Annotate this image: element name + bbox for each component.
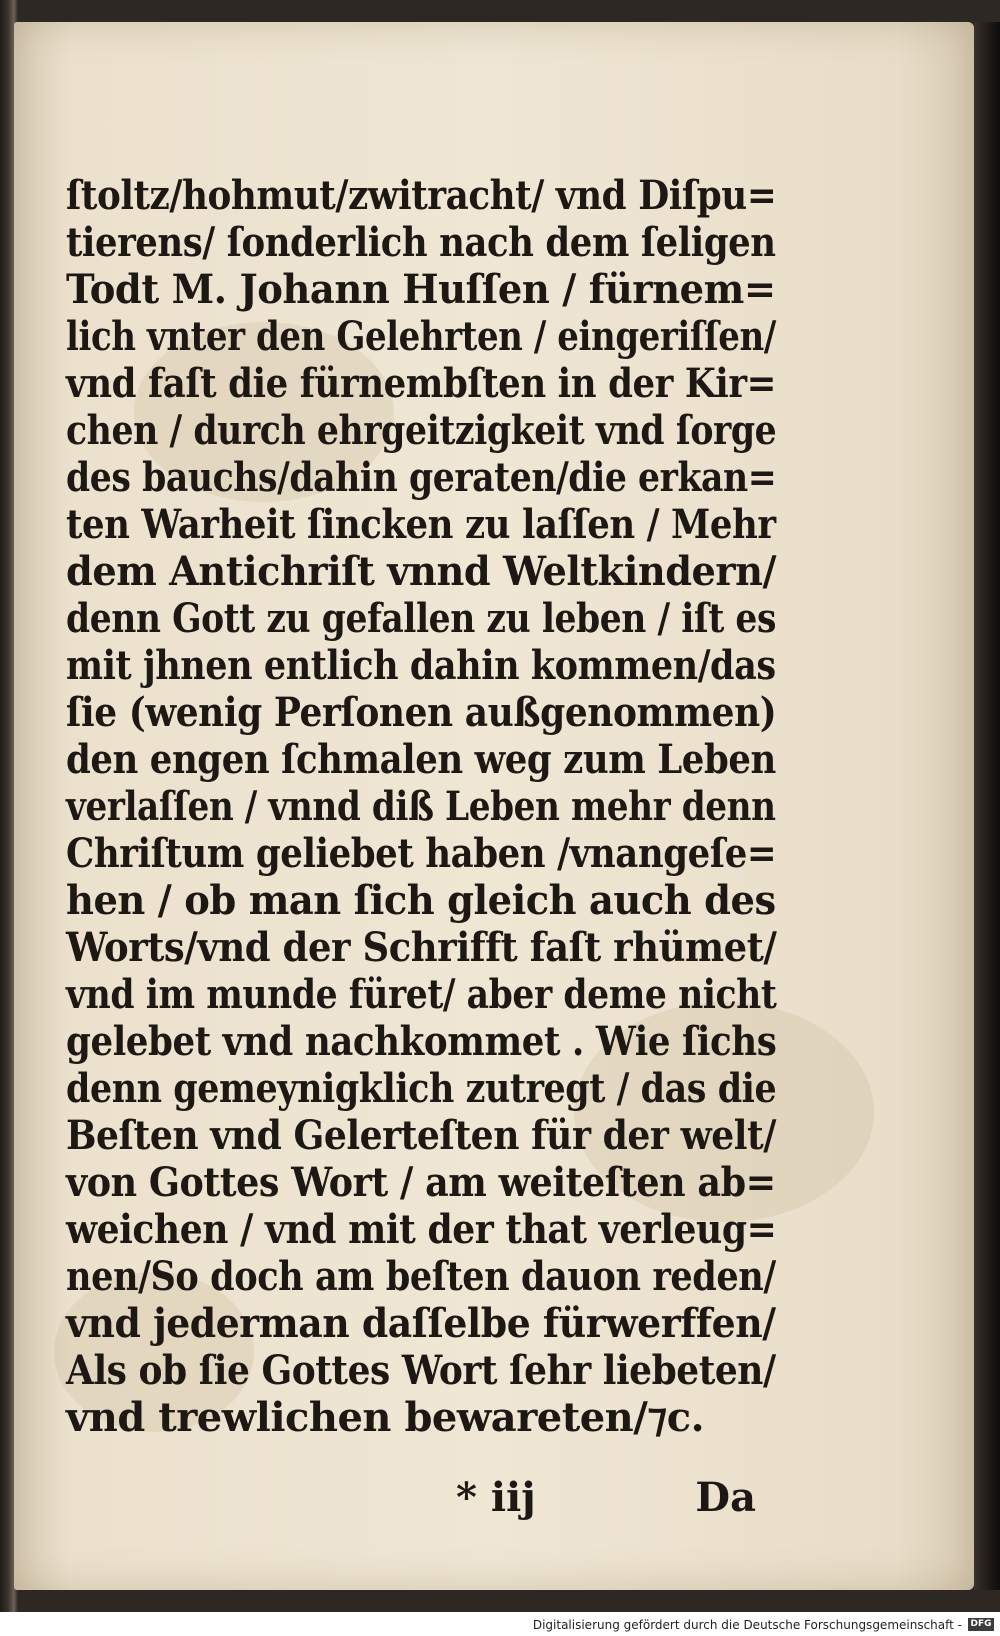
catchword: Da [695, 1474, 756, 1521]
text-line: verlaſſen / vnnd diß Leben mehr denn [66, 783, 776, 830]
text-line: Worts/vnd der Schrifft faſt rhümet/ [66, 924, 777, 971]
funding-notice: Digitalisierung gefördert durch die Deutsche Forschungsgemeinschaft - [532, 1618, 962, 1632]
text-line: ten Warheit ſincken zu laſſen / Mehr [66, 501, 776, 548]
text-line: vnd im munde füret/ aber deme nicht [66, 971, 777, 1018]
text-line: lich vnter den Gelehrten / eingeriſſen/ [66, 313, 776, 360]
text-line: Beſten vnd Gelerteſten für der welt/ [66, 1112, 776, 1159]
text-line: nen/So doch am beſten dauon reden/ [66, 1253, 776, 1300]
text-line: weichen / vnd mit der that verleug= [66, 1206, 777, 1253]
dfg-logo: DFG [968, 1618, 994, 1631]
text-line: vnd faſt die fürnembſten in der Kir= [66, 360, 776, 407]
text-line: denn Gott zu gefallen zu leben / iſt es [66, 595, 776, 642]
paper-leaf [14, 22, 974, 1590]
text-line: von Gottes Wort / am weiteſten ab= [66, 1159, 776, 1206]
text-line: gelebet vnd nachkommet . Wie ſichs [66, 1018, 777, 1065]
signature-line [66, 1474, 756, 1524]
text-line: denn gemeynigklich zutregt / das die [66, 1065, 777, 1112]
text-line: Chriſtum geliebet haben /vnangeſe= [66, 830, 777, 877]
text-line: chen / durch ehrgeitzigkeit vnd ſorge [66, 407, 777, 454]
signature-mark: * iij [456, 1474, 536, 1521]
book-edge [974, 22, 1000, 1590]
text-line: ſtoltz/hohmut/zwitracht/ vnd Diſpu= [66, 172, 777, 219]
footer-bar [0, 1612, 1000, 1636]
text-line: den engen ſchmalen weg zum Leben [66, 736, 776, 783]
text-line: tierens/ ſonderlich nach dem ſeligen [66, 219, 776, 266]
text-line: des bauchs/dahin geraten/die erkan= [66, 454, 777, 501]
text-line: dem Antichriſt vnnd Weltkindern/ [66, 548, 777, 595]
text-line: ſie (wenig Perſonen außgenommen) [66, 689, 777, 736]
body-text [66, 172, 776, 1441]
text-line: Todt M. Johann Huſſen / fürnem= [66, 266, 776, 313]
text-line: vnd jederman daſſelbe fürwerffen/ [66, 1300, 776, 1347]
text-line: Als ob ſie Gottes Wort ſehr liebeten/ [66, 1347, 776, 1394]
text-line: mit jhnen entlich dahin kommen/das [66, 642, 776, 689]
text-line: hen / ob man ſich gleich auch des [66, 877, 776, 924]
text-line: vnd trewlichen bewareten/⁊c. [66, 1394, 705, 1441]
